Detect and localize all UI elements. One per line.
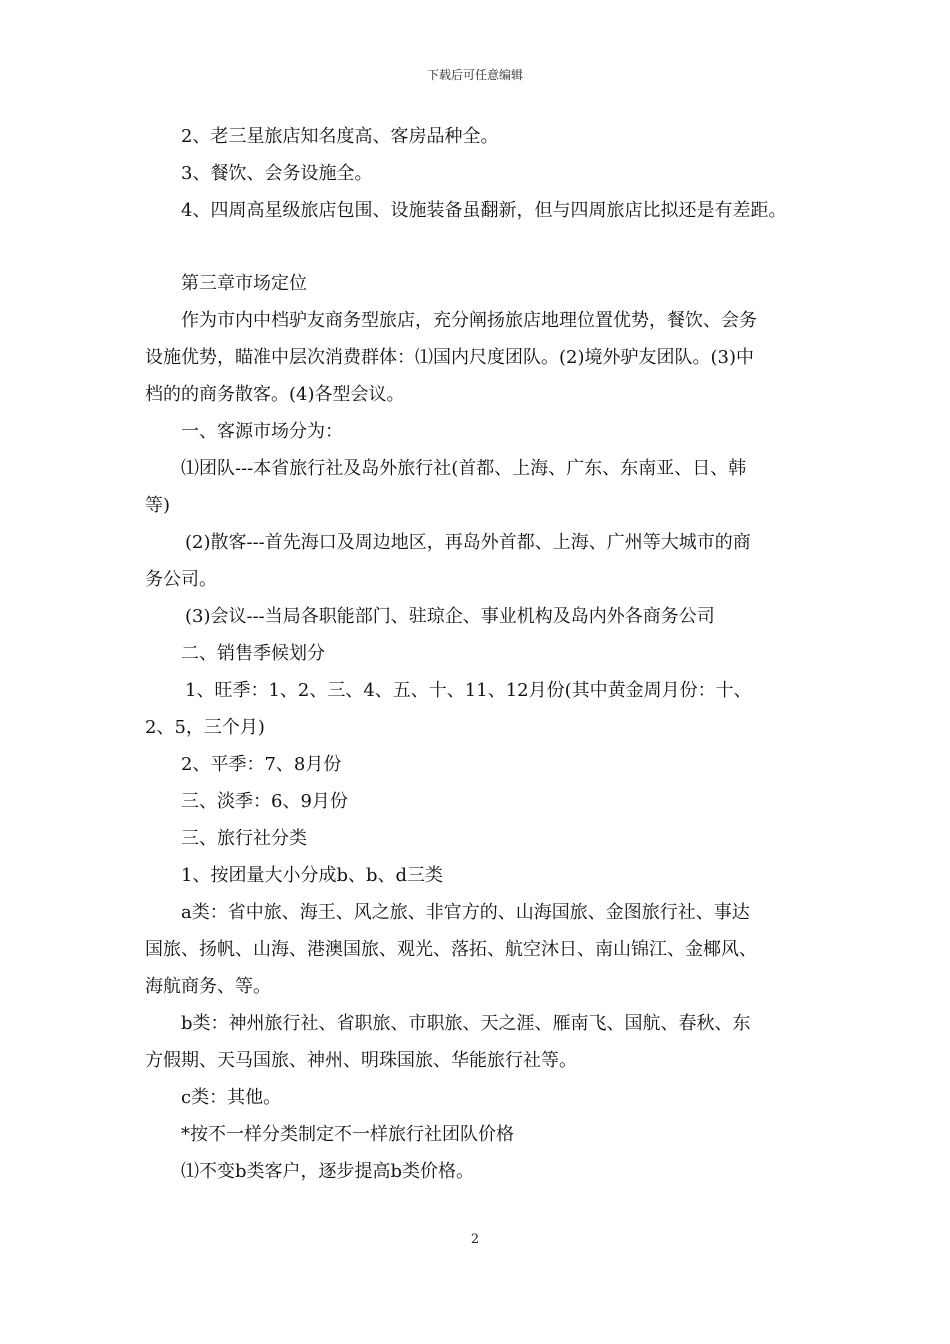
- paragraph-line: 2、5，三个月): [145, 717, 265, 738]
- section-heading: 三、旅行社分类: [181, 828, 307, 849]
- paragraph-line: (3)会议---当局各职能部门、驻琼企、事业机构及岛内外各商务公司: [185, 606, 715, 627]
- paragraph-line: 3、餐饮、会务设施全。: [181, 163, 373, 184]
- paragraph-line: 务公司。: [145, 569, 217, 590]
- paragraph-line: 作为市内中档驴友商务型旅店，充分阐扬旅店地理位置优势，餐饮、会务: [181, 310, 757, 331]
- paragraph-line: 1、旺季：1、2、三、4、五、十、11、12月份(其中黄金周月份：十、: [185, 680, 752, 701]
- paragraph-line: (2)散客---首先海口及周边地区，再岛外首都、上海、广州等大城市的商: [185, 532, 751, 553]
- page-header: 下载后可任意编辑: [426, 68, 523, 82]
- section-heading: 二、销售季候划分: [181, 643, 325, 664]
- page-number: 2: [470, 1232, 480, 1247]
- chapter-heading: 第三章市场定位: [181, 273, 307, 294]
- paragraph-line: 4、四周高星级旅店包围、设施装备虽翻新，但与四周旅店比拟还是有差距。: [181, 200, 787, 221]
- document-body: [145, 118, 825, 1190]
- paragraph-line: 2、平季：7、8月份: [181, 754, 342, 775]
- paragraph-line: ⑴团队---本省旅行社及岛外旅行社(首都、上海、广东、东南亚、日、韩: [181, 458, 747, 479]
- paragraph-line: b类：神州旅行社、省职旅、市职旅、天之涯、雁南飞、国航、春秋、东: [181, 1013, 751, 1034]
- paragraph-line: 2、老三星旅店知名度高、客房品种全。: [181, 126, 499, 147]
- section-heading: 一、客源市场分为：: [181, 421, 343, 442]
- paragraph-line: 三、淡季：6、9月份: [181, 791, 348, 812]
- paragraph-line: *按不一样分类制定不一样旅行社团队价格: [181, 1124, 514, 1145]
- paragraph-line: 设施优势，瞄准中层次消费群体：⑴国内尺度团队。(2)境外驴友团队。(3)中: [145, 347, 754, 368]
- paragraph-line: 国旅、扬帆、山海、港澳国旅、观光、落拓、航空沐日、南山锦江、金椰风、: [145, 939, 757, 960]
- paragraph-line: a类：省中旅、海王、风之旅、非官方的、山海国旅、金图旅行社、事达: [181, 902, 750, 923]
- paragraph-line: 档的的商务散客。(4)各型会议。: [145, 384, 405, 405]
- paragraph-line: ⑴不变b类客户，逐步提高b类价格。: [181, 1161, 475, 1182]
- paragraph-line: 方假期、天马国旅、神州、明珠国旅、华能旅行社等。: [145, 1050, 577, 1071]
- paragraph-line: c类：其他。: [181, 1087, 282, 1108]
- paragraph-line: 海航商务、等。: [145, 976, 271, 997]
- paragraph-line: 1、按团量大小分成b、b、d三类: [181, 865, 444, 886]
- section-spacer: [145, 229, 825, 265]
- paragraph-line: 等): [145, 495, 171, 516]
